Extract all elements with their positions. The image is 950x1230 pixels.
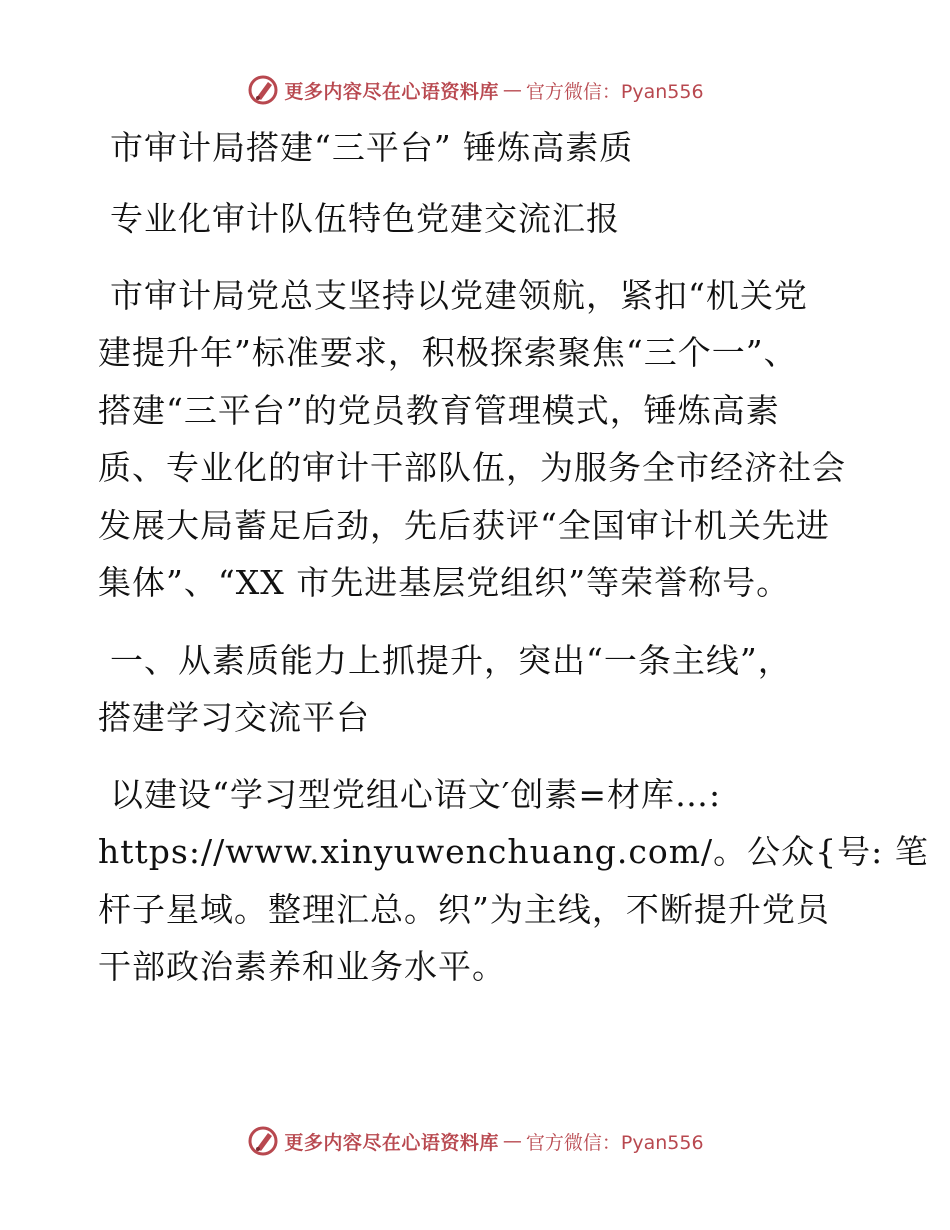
header-banner-dash: — — [502, 79, 522, 101]
intro-line: 建提升年”标准要求，积极探索聚焦“三个一”、 — [98, 333, 798, 372]
intro-line: 市审计局党总支坚持以党建领航，紧扣“机关党 — [110, 276, 808, 315]
footer-banner-text: 更多内容尽在心语资料库 — [284, 1131, 499, 1154]
footer-banner — [0, 1121, 950, 1161]
intro-line: 质、专业化的审计干部队伍，为服务全市经济社会 — [98, 448, 846, 487]
section-body-line: 以建设“学习型党组心语文′创素=材库…: — [110, 775, 722, 814]
section-heading: 搭建学习交流平台 — [98, 698, 370, 737]
section-body-line: https://www.xinyuwenchuang.com/。公众{号: 笔 — [98, 832, 929, 871]
title-line-1: 市审计局搭建“三平台” 锤炼高素质 — [110, 128, 634, 167]
footer-banner-wechat: 官方微信：Pyan556 — [525, 1131, 704, 1154]
header-banner-wechat: 官方微信：Pyan556 — [525, 80, 704, 103]
section-heading: 一、从素质能力上抓提升，突出“一条主线”， — [110, 641, 792, 680]
intro-line: 集体”、“XX 市先进基层党组织”等荣誉称号。 — [98, 563, 791, 602]
title-line-2: 专业化审计队伍特色党建交流汇报 — [110, 199, 620, 238]
header-banner-text: 更多内容尽在心语资料库 — [284, 80, 499, 103]
section-body-line: 干部政治素养和业务水平。 — [98, 947, 506, 986]
pen-logo-icon — [246, 1124, 280, 1158]
pen-logo-icon — [246, 73, 280, 107]
intro-line: 搭建“三平台”的党员教育管理模式，锤炼高素 — [98, 391, 780, 430]
footer-banner-dash: — — [502, 1130, 522, 1152]
section-body-line: 杆子星域。整理汇总。织”为主线，不断提升党员 — [98, 890, 830, 929]
intro-line: 发展大局蓄足后劲，先后获评“全国审计机关先进 — [98, 506, 830, 545]
header-banner — [0, 70, 950, 110]
